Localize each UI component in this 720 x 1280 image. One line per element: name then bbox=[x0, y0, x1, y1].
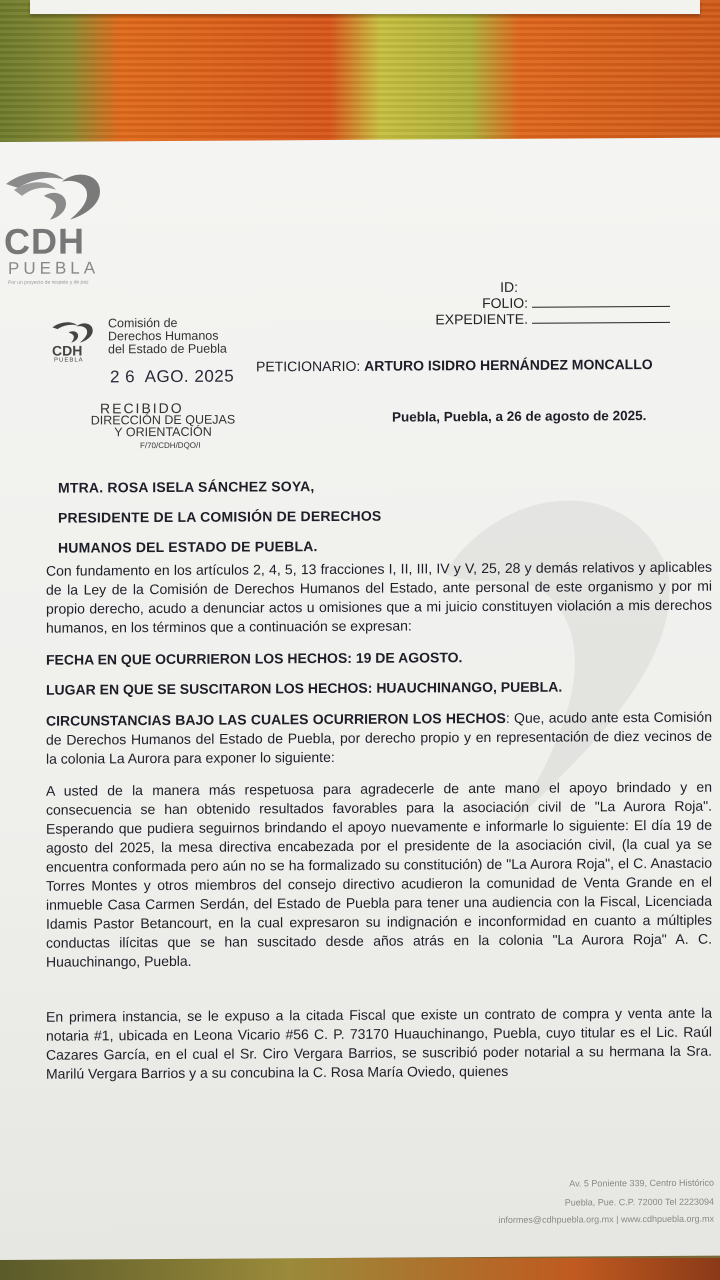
circumstances-text: : Que, acudo ante esta Comisión de Derechos Humanos del Estado de Puebla, por derecho propio y en representación de diez vecinos de la colonia La Aurora para exponer lo siguiente: bbox=[46, 708, 712, 767]
stamp-logo-city: PUEBLA bbox=[54, 357, 84, 364]
place-date: Puebla, Puebla, a 26 de agosto de 2025. bbox=[392, 408, 647, 425]
stamp-logo-name: CDH bbox=[52, 342, 83, 359]
paragraph-1: A usted de la manera más respetuosa para agradecerle de ante mano el apoyo brindado y en consecuencia se han obtenido resultados favorables para la asociación civil de "La Aurora Roja". Esperando que pudiera seguirnos brindando el apoyo nuevamente e informarle lo siguiente: El día 19 de agosto del 2025, la mesa directiva encabezada por el presidente de la asociación civil, (la cual ya se encuentra conformada pero aún no se ha formalizado su constitución) de "La Aurora Roja", el C. Anastacio Torres Montes y otros miembros del consejo directivo acudieron la comunidad de Venta Grande en el inmueble Casa Carmen Serdán, del Estado de Puebla para tener una audiencia con la Fiscal, Licenciada Idamis Pastor Betancourt, en la cual expresaron su indignación e inconformidad en cuanto a múltiples conductas ilícitas que se han suscitado desde años atrás en la colonia "La Aurora Roja" A. C. Huauchinango, Puebla. bbox=[46, 778, 712, 970]
paragraph-2: En primera instancia, se le expuso a la citada Fiscal que existe un contrato de compra y venta ante la notaria #1, ubicada en Leona Vicario #56 C. P. 73170 Huauchinango, Puebla, cuyo titular es el Lic. Raúl Cazares García, en el cual el Sr. Ciro Vergara Barrios, se suscribió poder notarial a su hermana la Sra. Marilú Vergara Barrios y a su concubina la C. Rosa María Oviedo, quienes bbox=[46, 1004, 712, 1082]
stamp-received: RECIBIDO bbox=[100, 399, 184, 417]
petitioner-name: ARTURO ISIDRO HERNÁNDEZ MONCALLO bbox=[364, 356, 653, 374]
cdh-logo bbox=[4, 165, 112, 286]
expediente-blank-line bbox=[532, 310, 670, 324]
folio-row bbox=[430, 294, 670, 311]
document-page bbox=[0, 138, 720, 1260]
stamp-org-line2: Derechos Humanos bbox=[108, 328, 219, 344]
petitioner bbox=[256, 356, 653, 374]
stamp-org-line1: Comisión de bbox=[108, 315, 178, 331]
id-label: ID: bbox=[500, 278, 518, 295]
footer-address-line1: Av. 5 Poniente 339, Centro Histórico bbox=[569, 1177, 714, 1189]
stamp-department bbox=[68, 413, 258, 438]
stamp-dept-line1: DIRECCIÓN DE QUEJAS bbox=[90, 412, 236, 428]
intro-paragraph: Con fundamento en los artículos 2, 4, 5, 13 fracciones I, II, III, IV y V, 25, 28 y demás relativos y aplicables de la Ley de la Comisión de Derechos Humanos del Estado, ante personal de este organismo y por mi propio derecho, acudo a denunciar actos u omisiones que a mi juicio constituyen violación a mis derechos humanos, en los términos que a continuación se expresan: bbox=[46, 558, 712, 636]
logo-name: CDH bbox=[4, 220, 85, 262]
cdh-logo-mark-icon bbox=[4, 165, 104, 222]
footer-address-line2: Puebla, Pue. C.P. 72000 Tel 2223094 bbox=[564, 1196, 714, 1208]
stamp-org-line3: del Estado de Puebla bbox=[108, 341, 227, 357]
folio-blank-line bbox=[532, 294, 670, 308]
petitioner-label: PETICIONARIO: bbox=[256, 357, 361, 375]
circumstances-label: CIRCUNSTANCIAS BAJO LAS CUALES OCURRIERON LOS HECHOS bbox=[46, 709, 506, 729]
background-fabric bbox=[0, 0, 720, 150]
facts-place-heading: LUGAR EN QUE SE SUSCITARON LOS HECHOS: HUAUCHINANGO, PUEBLA. bbox=[46, 678, 563, 698]
circumstances-paragraph bbox=[46, 708, 712, 769]
folio-label: FOLIO: bbox=[482, 294, 528, 312]
background-paper-edge bbox=[30, 0, 700, 14]
addressee-line3: HUMANOS DEL ESTADO DE PUEBLA. bbox=[58, 538, 318, 556]
stamp-logo-mark-icon bbox=[50, 319, 96, 343]
addressee-line1: MTRA. ROSA ISELA SÁNCHEZ SOYA, bbox=[58, 478, 315, 496]
stamp-code: F/70/CDH/DQO/I bbox=[140, 440, 201, 451]
stamp-logo bbox=[50, 319, 100, 363]
facts-date-heading: FECHA EN QUE OCURRIERON LOS HECHOS: 19 DE AGOSTO. bbox=[46, 649, 463, 668]
logo-motto: Por un proyecto de respeto y de paz bbox=[8, 279, 89, 286]
background-table bbox=[0, 1258, 720, 1280]
footer-contact: informes@cdhpuebla.org.mx | www.cdhpuebla.org.mx bbox=[498, 1213, 714, 1225]
addressee-line2: PRESIDENTE DE LA COMISIÓN DE DERECHOS bbox=[58, 507, 382, 526]
expediente-label: EXPEDIENTE. bbox=[435, 310, 528, 328]
stamp-dept-line2: Y ORIENTACIÓN bbox=[114, 424, 212, 440]
logo-city: PUEBLA bbox=[8, 258, 100, 278]
stamp-organization bbox=[108, 317, 227, 357]
expediente-row bbox=[400, 310, 670, 328]
stamp-date: 2 6 AGO. 2025 bbox=[110, 366, 235, 387]
